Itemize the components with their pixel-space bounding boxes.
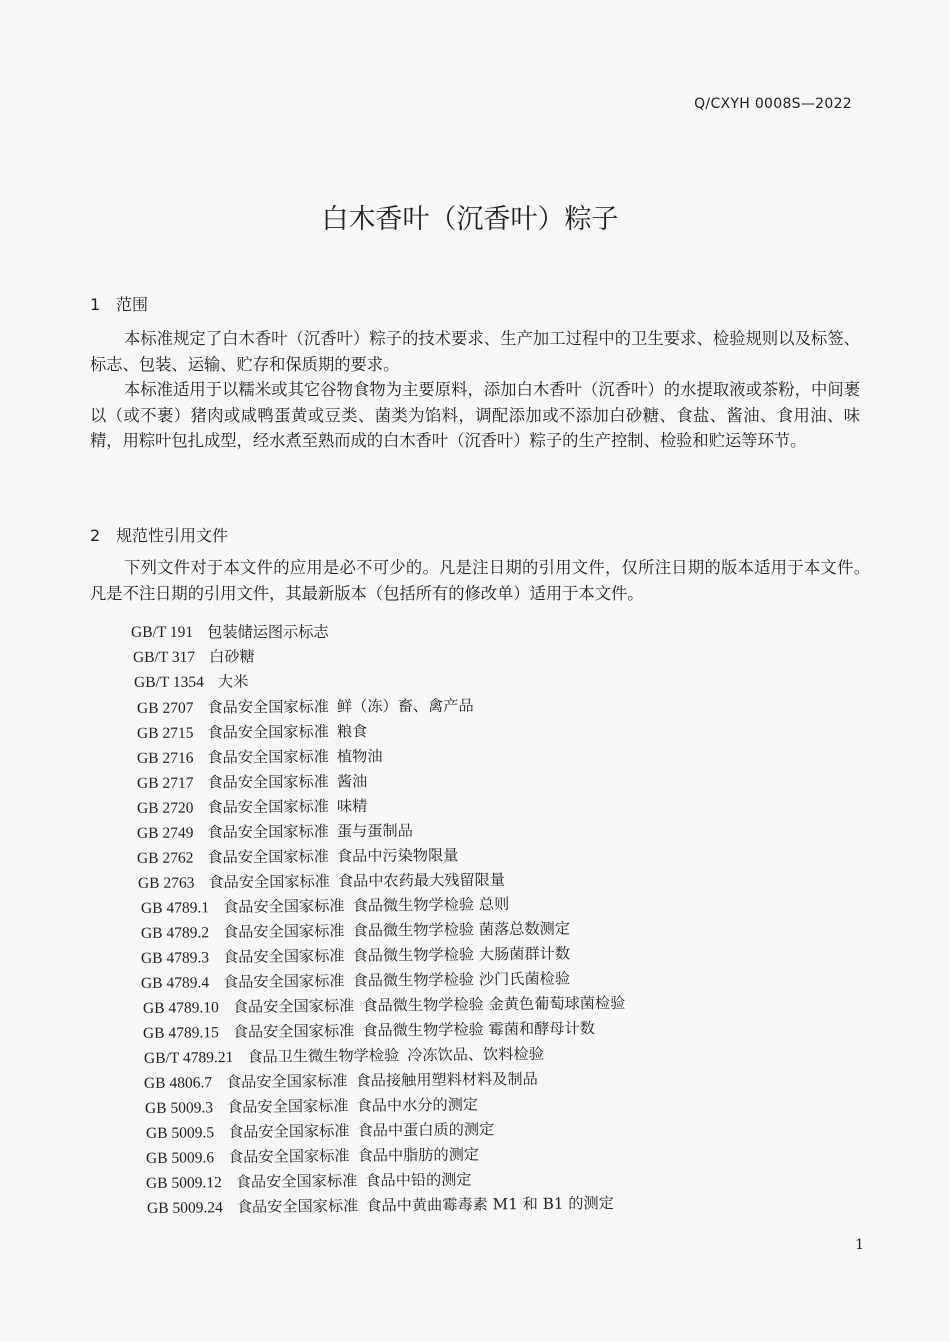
reference-title: 大米 <box>217 672 249 691</box>
reference-title: 食品微生物学检验 金黄色葡萄球菌检验 <box>362 993 626 1015</box>
reference-title: 包装储运图示标志 <box>207 623 329 641</box>
reference-title: 食品中水分的测定 <box>356 1095 479 1115</box>
reference-title: 冷冻饮品、饮料检验 <box>407 1044 544 1065</box>
reference-title: 食品微生物学检验 大肠菌群计数 <box>352 944 571 965</box>
reference-item <box>137 745 383 768</box>
reference-title: 食品中污染物限量 <box>336 846 459 866</box>
reference-code: GB 2717 <box>136 774 194 792</box>
reference-title: 粮食 <box>336 722 368 741</box>
reference-title: 食品接触用塑料材料及制品 <box>355 1069 538 1090</box>
section-number: 1 <box>90 295 101 314</box>
reference-title: 鲜（冻）畜、禽产品 <box>336 696 474 716</box>
reference-item <box>141 943 570 968</box>
reference-item <box>137 795 367 818</box>
reference-title: 酱油 <box>336 772 368 791</box>
reference-category: 食品安全国家标准 <box>222 971 345 992</box>
reference-item <box>141 918 570 943</box>
reference-category: 食品安全国家标准 <box>227 1146 350 1167</box>
reference-code: GB 4789.10 <box>142 999 219 1017</box>
reference-item <box>146 1118 494 1143</box>
reference-code: GB/T 4789.21 <box>143 1049 234 1067</box>
reference-title: 食品微生物学检验 总则 <box>352 895 510 915</box>
reference-code: GB 5009.6 <box>145 1149 215 1167</box>
reference-item <box>137 720 367 743</box>
reference-category: 食品安全国家标准 <box>207 772 329 792</box>
reference-item <box>141 893 509 918</box>
reference-category: 食品安全国家标准 <box>235 1171 358 1192</box>
reference-category: 食品安全国家标准 <box>208 872 330 892</box>
reference-code: GB 2763 <box>137 874 195 892</box>
paragraph: 本标准规定了白木香叶（沉香叶）粽子的技术要求、生产加工过程中的卫生要求、检验规则以及标签、标志、包装、运输、贮存和保质期的要求。 <box>90 329 860 374</box>
reference-code: GB 5009.3 <box>144 1099 214 1117</box>
reference-item <box>137 820 413 843</box>
reference-title: 食品中铅的测定 <box>365 1170 472 1190</box>
reference-category: 食品安全国家标准 <box>236 1196 359 1217</box>
reference-code: GB 4789.15 <box>142 1024 219 1042</box>
reference-category: 食品安全国家标准 <box>226 1096 349 1117</box>
reference-item <box>133 646 255 667</box>
reference-category: 食品安全国家标准 <box>222 896 345 917</box>
reference-code: GB 2720 <box>136 799 194 817</box>
document-title: 白木香叶（沉香叶）粽子 <box>321 204 619 235</box>
reference-title: 食品微生物学检验 霉菌和酵母计数 <box>362 1019 596 1040</box>
reference-category: 食品安全国家标准 <box>207 747 329 767</box>
reference-code: GB 4789.3 <box>140 949 210 967</box>
reference-code: GB/T 191 <box>131 624 194 641</box>
standard-number: Q/CXYH 0008S—2022 <box>694 96 852 112</box>
reference-category: 食品安全国家标准 <box>227 1121 350 1142</box>
reference-item <box>145 1094 478 1118</box>
section-title: 规范性引用文件 <box>116 526 229 545</box>
reference-title: 食品中脂肪的测定 <box>357 1145 480 1165</box>
reference-category: 食品安全国家标准 <box>207 722 329 742</box>
reference-code: GB 5009.24 <box>146 1199 223 1217</box>
reference-code: GB 5009.12 <box>145 1174 222 1192</box>
reference-item <box>146 1144 479 1168</box>
reference-category: 食品安全国家标准 <box>207 797 329 817</box>
reference-code: GB 4789.1 <box>140 899 210 917</box>
reference-item <box>137 695 474 718</box>
reference-category: 食品安全国家标准 <box>207 822 329 842</box>
reference-code: GB 2749 <box>136 824 194 842</box>
section-heading-scope <box>90 292 148 315</box>
reference-title: 味精 <box>336 796 368 816</box>
section-title: 范围 <box>116 295 149 314</box>
reference-title: 食品中蛋白质的测定 <box>357 1120 495 1140</box>
reference-code: GB 4789.2 <box>140 924 210 942</box>
reference-code: GB 4806.7 <box>143 1074 213 1092</box>
reference-item <box>137 770 367 793</box>
reference-category: 食品安全国家标准 <box>222 921 345 942</box>
reference-title: 植物油 <box>336 747 383 766</box>
reference-item <box>137 844 459 868</box>
reference-title: 食品微生物学检验 沙门氏菌检验 <box>352 969 571 990</box>
section-number: 2 <box>90 526 101 545</box>
reference-item <box>131 621 329 642</box>
reference-category: 食品卫生微生物学检验 <box>247 1046 400 1066</box>
reference-code: GB 4789.4 <box>140 974 210 992</box>
reference-item <box>134 671 248 692</box>
reference-category: 食品安全国家标准 <box>225 1071 348 1092</box>
reference-title: 蛋与蛋制品 <box>336 821 413 841</box>
reference-item <box>143 992 626 1018</box>
reference-item <box>143 1017 595 1043</box>
reference-title: 食品微生物学检验 菌落总数测定 <box>352 919 571 940</box>
reference-item <box>144 1068 538 1093</box>
reference-category: 食品安全国家标准 <box>232 996 355 1017</box>
section-heading-normative-references <box>90 523 228 546</box>
page-number: 1 <box>855 1237 864 1253</box>
reference-code: GB 2715 <box>136 724 194 742</box>
reference-category: 食品安全国家标准 <box>232 1021 355 1042</box>
reference-code: GB/T 1354 <box>133 673 204 691</box>
reference-code: GB/T 317 <box>132 648 196 666</box>
reference-item <box>141 968 570 993</box>
reference-title: 食品中黄曲霉毒素 M1 和 B1 的测定 <box>366 1194 614 1215</box>
paragraph: 本标准适用于以糯米或其它谷物食物为主要原料，添加白木香叶（沉香叶）的水提取液或茶粉，中间裹以（或不裹）猪肉或咸鸭蛋黄或豆类、菌类为馅料，调配添加或不添加白砂糖、食盐、酱油、食用油、味精，用粽叶包扎成型，经水煮至熟而成的白木香叶（沉香叶）粽子的生产控制、检验和贮运等环节。 <box>90 380 860 450</box>
reference-code: GB 2707 <box>136 699 194 717</box>
reference-title: 食品中农药最大残留限量 <box>337 870 506 891</box>
reference-item <box>138 869 505 893</box>
reference-title: 白砂糖 <box>209 647 255 666</box>
reference-item <box>147 1192 614 1218</box>
reference-category: 食品安全国家标准 <box>222 946 345 967</box>
reference-item <box>144 1043 544 1068</box>
reference-category: 食品安全国家标准 <box>207 697 329 717</box>
paragraph: 下列文件对于本文件的应用是必不可少的。凡是注日期的引用文件，仅所注日期的版本适用于本文件。凡是不注日期的引用文件，其最新版本（包括所有的修改单）适用于本文件。 <box>90 558 870 603</box>
reference-item <box>146 1169 472 1193</box>
reference-category: 食品安全国家标准 <box>207 847 329 867</box>
reference-code: GB 5009.5 <box>145 1124 215 1142</box>
reference-code: GB 2716 <box>136 749 194 767</box>
reference-code: GB 2762 <box>136 849 194 867</box>
